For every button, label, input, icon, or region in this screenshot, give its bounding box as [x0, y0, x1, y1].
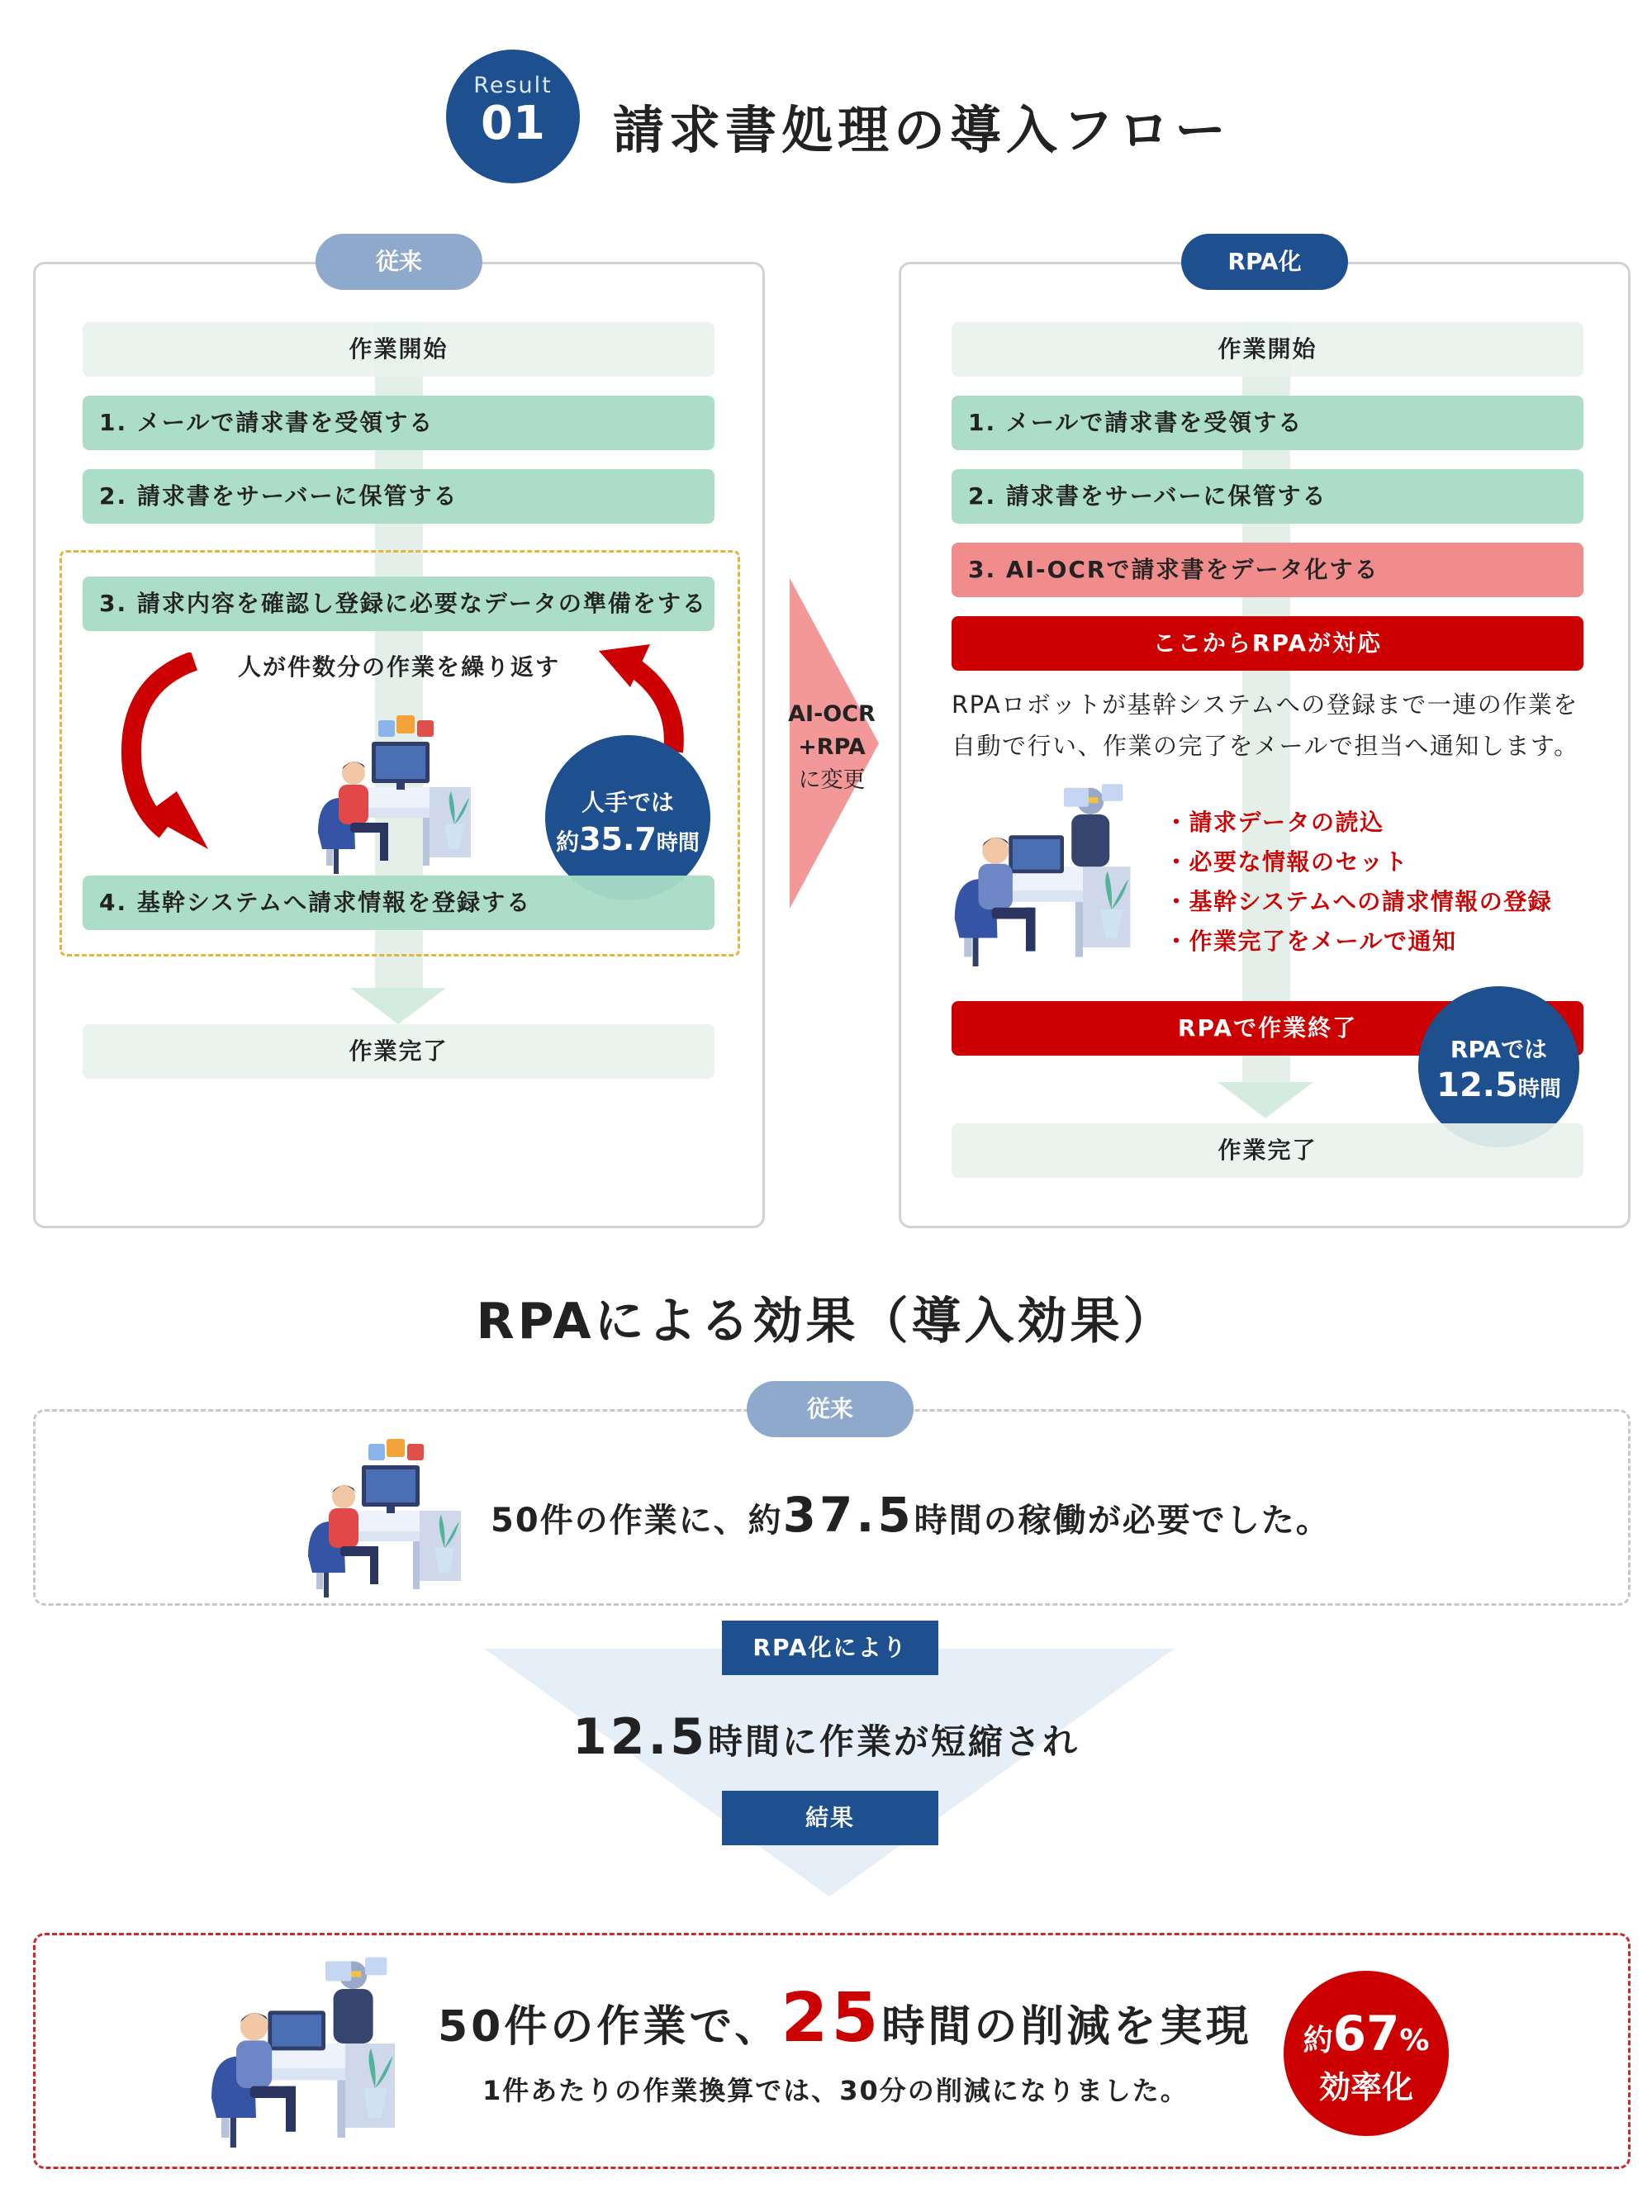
before-start-step: 作業開始: [83, 322, 714, 377]
before-flow-arrow-icon: [350, 988, 446, 1024]
result-label-box: 結果: [722, 1791, 938, 1845]
reduced-time-text: [0, 1708, 1652, 1766]
rpa-task-item: ・請求データの読込: [1165, 809, 1384, 836]
result-label: Result: [473, 73, 553, 98]
transition-line-3: に変更: [798, 767, 866, 793]
efficiency-prefix: 約: [1303, 2024, 1333, 2058]
robot-worker-illustration: [950, 776, 1140, 966]
after-end-step: 作業完了: [952, 1123, 1583, 1178]
efficiency-label: 効率化: [1318, 2069, 1413, 2105]
efficiency-unit: %: [1399, 2024, 1430, 2058]
before-step-4: 4. 基幹システムへ請求情報を登録する: [83, 876, 714, 930]
page-title: 請求書処理の導入フロー: [613, 100, 1232, 160]
result-number-badge: [446, 50, 580, 183]
before-end-step: 作業完了: [83, 1024, 714, 1079]
rpa-time-unit: 時間: [1517, 1077, 1561, 1102]
after-step-1: 1. メールで請求書を受領する: [952, 396, 1583, 450]
before-effect-prefix: 50件の作業に、約: [491, 1502, 783, 1540]
after-flow-arrow-icon: [1218, 1082, 1313, 1118]
transition-line-2: +RPA: [798, 734, 866, 760]
worker-illustration: [314, 709, 479, 874]
before-effect-suffix: 時間の稼働が必要でした。: [914, 1502, 1331, 1540]
rpa-description: RPAロボットが基幹システムへの登録まで一連の作業を自動で行い、作業の完了をメールで担当へ通知します。: [952, 691, 1579, 760]
rpa-start-banner: ここからRPAが対応: [952, 616, 1583, 671]
transition-label: [776, 698, 887, 797]
before-effect-value: 37.5: [782, 1487, 914, 1543]
robot-worker-illustration: [206, 1949, 405, 2148]
before-effect-text: [491, 1487, 1331, 1543]
after-tag: RPA化: [1181, 234, 1348, 290]
efficiency-value: 67: [1332, 2006, 1400, 2062]
result-number: 01: [481, 97, 545, 150]
before-step-1: 1. メールで請求書を受領する: [83, 396, 714, 450]
rpa-time-label: RPAでは: [1450, 1036, 1548, 1063]
repeat-arrow-left-icon: [116, 653, 223, 859]
result-prefix: 50件の作業で、: [438, 2002, 781, 2052]
worker-illustration: [304, 1432, 469, 1597]
after-step-3: 3. AI-OCRで請求書をデータ化する: [952, 543, 1583, 597]
rpa-end-banner: RPAで作業終了: [952, 1001, 1583, 1056]
repeat-note: 人が件数分の作業を繰り返す: [238, 653, 561, 681]
before-effect-tag: 従来: [747, 1381, 914, 1437]
before-step-3: 3. 請求内容を確認し登録に必要なデータの準備をする: [83, 577, 714, 631]
result-sub-text: 1件あたりの作業換算では、30分の削減になりました。: [482, 2075, 1189, 2106]
manual-time-label: 人手では: [581, 789, 674, 816]
after-start-step: 作業開始: [952, 322, 1583, 377]
manual-time-value: 35.7: [579, 821, 657, 857]
by-rpa-label: RPA化により: [722, 1621, 938, 1675]
reduced-time-suffix: 時間に作業が短縮され: [708, 1721, 1080, 1762]
rpa-task-item: ・基幹システムへの請求情報の登録: [1165, 888, 1553, 915]
before-tag: 従来: [316, 234, 482, 290]
manual-time-prefix: 約: [556, 828, 580, 856]
result-value: 25: [781, 1979, 882, 2058]
reduction-funnel-arrow-icon: [484, 1649, 1175, 1896]
efficiency-badge: [1284, 1971, 1449, 2136]
rpa-time-value: 12.5: [1436, 1066, 1518, 1104]
rpa-task-item: ・必要な情報のセット: [1165, 848, 1409, 876]
reduced-time-value: 12.5: [572, 1708, 709, 1766]
effect-section-title: RPAによる効果（導入効果）: [476, 1293, 1176, 1350]
manual-time-unit: 時間: [656, 831, 700, 856]
before-step-2: 2. 請求書をサーバーに保管する: [83, 469, 714, 524]
rpa-task-list: [1165, 803, 1552, 961]
rpa-task-item: ・作業完了をメールで通知: [1165, 928, 1457, 955]
result-suffix: 時間の削減を実現: [881, 2002, 1252, 2052]
result-main-text: [438, 1979, 1251, 2058]
after-step-2: 2. 請求書をサーバーに保管する: [952, 469, 1583, 524]
transition-line-1: AI-OCR: [788, 701, 876, 727]
